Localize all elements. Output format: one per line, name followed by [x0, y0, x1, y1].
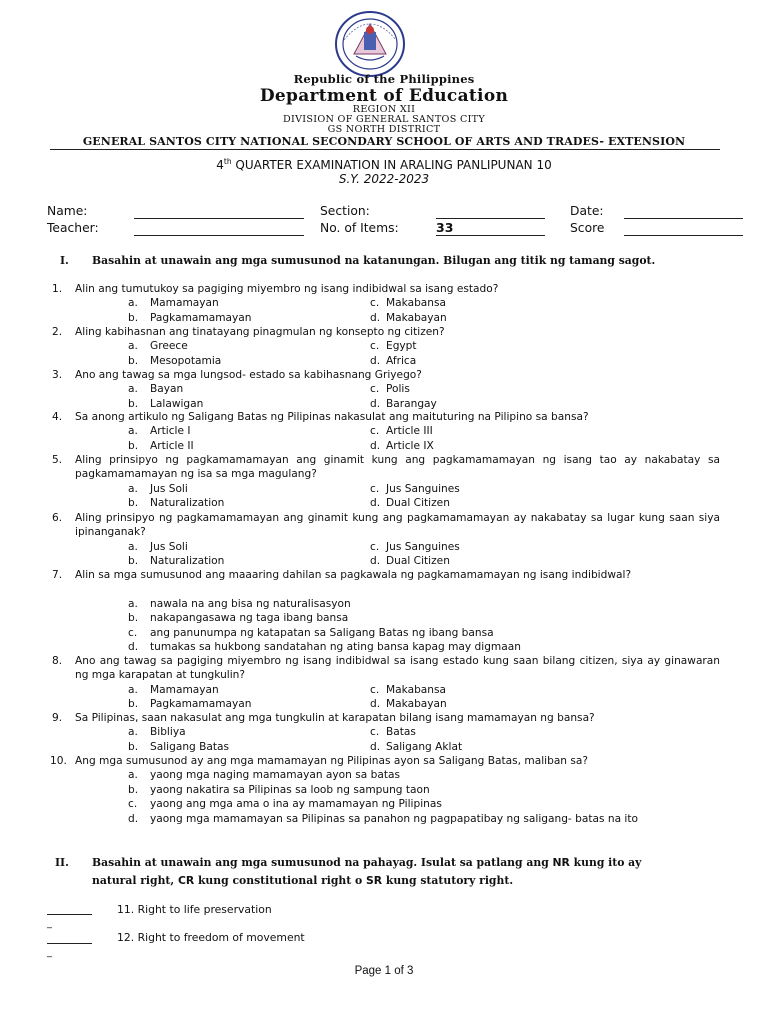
question-number: 2.: [52, 326, 63, 338]
choice-letter-b[interactable]: b.: [128, 783, 139, 796]
section-field[interactable]: [436, 218, 545, 219]
section1-number: I.: [60, 254, 69, 267]
date-field[interactable]: [624, 218, 743, 219]
question-number: 10.: [50, 755, 67, 767]
question-text: Aling prinsipyo ng pagkamamamayan ang ginamit kung ang pagkamamamayan ay nakabatay sa lugar kung saan siya ipinanganak?: [75, 512, 720, 539]
choice-letter-d[interactable]: d.: [370, 354, 381, 367]
choice-a[interactable]: Jus Soli: [150, 540, 188, 553]
item-12: 12. Right to freedom of movement: [117, 931, 305, 944]
republic-line: Republic of the Philippines: [293, 72, 475, 86]
section2-instruction-line1: Basahin at unawain ang mga sumusunod na pahayag. Isulat sa patlang ang NR kung ito ay: [92, 856, 642, 869]
choice-letter-d[interactable]: d.: [370, 698, 381, 711]
section2-instruction-line2: natural right, CR kung constitutional right o SR kung statutory right.: [92, 874, 514, 887]
question-number: 5.: [52, 454, 63, 466]
question-text: Alin sa mga sumusunod ang maaaring dahilan sa pagkawala ng pagkamamamayan ng isang indibidwal?: [75, 569, 632, 581]
choice-d[interactable]: Africa: [386, 354, 417, 367]
choice-letter-b[interactable]: b.: [128, 740, 139, 753]
choice-letter-c[interactable]: c.: [370, 425, 380, 438]
item-11: 11. Right to life preservation: [117, 903, 272, 916]
cr-code: CR: [177, 874, 195, 887]
choice-letter-b[interactable]: b.: [128, 311, 139, 324]
choice-d[interactable]: Article IX: [386, 439, 434, 452]
question-number: 8.: [52, 655, 63, 667]
question-text: Aling prinsipyo ng pagkamamamayan ang ginamit kung ang pagkamamamayan ng isang tao ay nakabatay sa pagkamamamayan ng isa sa mga magulang?: [75, 454, 720, 481]
choice-letter-b[interactable]: b.: [128, 612, 139, 625]
question-text: Alin ang tumutukoy sa pagiging miyembro ng isang indibidwal sa isang estado?: [75, 283, 499, 295]
question-text: Sa anong artikulo ng Saligang Batas ng Pilipinas nakasulat ang maituturing na Pilipino sa bansa?: [75, 411, 589, 423]
choice-a[interactable]: Mamamayan: [150, 683, 219, 696]
choice-d[interactable]: Dual Citizen: [386, 497, 450, 510]
choice-b[interactable]: Pagkamamamayan: [150, 311, 252, 324]
exam-title: 4th QUARTER EXAMINATION IN ARALING PANLIPUNAN 10: [216, 157, 552, 172]
choice-d[interactable]: Saligang Aklat: [386, 740, 463, 753]
department-line: Department of Education: [259, 86, 509, 106]
choice-letter-c[interactable]: c.: [370, 683, 380, 696]
choice-a[interactable]: yaong mga naging mamamayan ayon sa batas: [150, 769, 400, 782]
choice-letter-d[interactable]: d.: [128, 812, 139, 825]
choice-letter-a[interactable]: a.: [128, 769, 138, 782]
choice-d[interactable]: yaong mga mamamayan sa Pilipinas sa panahon ng pagpapatibay ng saligang- batas na ito: [150, 812, 639, 825]
choice-b[interactable]: Saligang Batas: [150, 740, 230, 753]
blank-tail-12: _: [47, 947, 52, 958]
school-name: GENERAL SANTOS CITY NATIONAL SECONDARY SCHOOL OF ARTS AND TRADES- EXTENSION: [82, 135, 686, 148]
choice-letter-b[interactable]: b.: [128, 439, 139, 452]
choice-letter-b[interactable]: b.: [128, 354, 139, 367]
choice-letter-d[interactable]: d.: [128, 641, 139, 653]
choice-a[interactable]: Mamamayan: [150, 297, 219, 310]
question-number: 9.: [52, 712, 63, 724]
choice-letter-d[interactable]: d.: [370, 555, 381, 568]
choice-a[interactable]: Bibliya: [150, 726, 186, 739]
page-number: Page 1 of 3: [354, 965, 414, 977]
question-text: Ano ang tawag sa mga lungsod- estado sa kabihasnang Griyego?: [75, 369, 422, 381]
choice-letter-c[interactable]: c.: [370, 726, 380, 739]
choice-b[interactable]: Article II: [150, 439, 194, 452]
choice-b[interactable]: Mesopotamia: [150, 354, 222, 367]
question-number: 3.: [52, 369, 63, 381]
choice-a[interactable]: Jus Soli: [150, 482, 188, 495]
choice-c[interactable]: Polis: [386, 383, 410, 396]
school-year: S.Y. 2022-2023: [338, 172, 430, 186]
choice-letter-a[interactable]: a.: [128, 540, 138, 553]
choice-d[interactable]: Dual Citizen: [386, 555, 450, 568]
items-value: 33: [436, 220, 454, 235]
name-label: Name:: [47, 204, 88, 218]
choice-letter-c[interactable]: c.: [370, 297, 380, 310]
choice-b[interactable]: nakapangasawa ng taga ibang bansa: [150, 612, 349, 625]
choice-a[interactable]: Bayan: [150, 383, 184, 396]
deped-seal-icon: [334, 10, 406, 78]
choice-letter-b[interactable]: b.: [128, 555, 139, 568]
choice-d[interactable]: Makabayan: [386, 311, 447, 324]
division-line: DIVISION OF GENERAL SANTOS CITY: [282, 114, 486, 125]
choice-b[interactable]: yaong nakatira sa Pilipinas sa loob ng sampung taon: [150, 783, 430, 796]
choice-b[interactable]: Naturalization: [150, 497, 225, 510]
choice-letter-d[interactable]: d.: [370, 439, 381, 452]
question-text: Aling kabihasnan ang tinatayang pinagmulan ng konsepto ng citizen?: [75, 326, 445, 338]
section1-instruction: Basahin at unawain ang mga sumusunod na katanungan. Bilugan ang titik ng tamang sagot.: [92, 254, 656, 267]
choice-d[interactable]: Barangay: [386, 397, 437, 410]
choice-c[interactable]: Jus Sanguines: [386, 482, 460, 495]
choice-letter-a[interactable]: a.: [128, 597, 138, 610]
choice-letter-b[interactable]: b.: [128, 698, 139, 711]
question-number: 4.: [52, 411, 63, 423]
choice-b[interactable]: Pagkamamamayan: [150, 698, 252, 711]
choice-a[interactable]: nawala na ang bisa ng naturalisasyon: [150, 597, 351, 610]
choice-letter-a[interactable]: a.: [128, 340, 138, 353]
choice-c[interactable]: Article III: [386, 425, 433, 438]
region-line: REGION XII: [352, 104, 416, 115]
score-label: Score: [570, 221, 605, 235]
section-label: Section:: [320, 204, 370, 218]
choice-c[interactable]: Batas: [386, 726, 416, 739]
items-label: No. of Items:: [320, 221, 399, 235]
choice-letter-a[interactable]: a.: [128, 726, 138, 739]
choice-letter-c[interactable]: c.: [370, 540, 380, 553]
district-line: GS NORTH DISTRICT: [327, 124, 441, 135]
choice-b[interactable]: Naturalization: [150, 555, 225, 568]
choice-c[interactable]: Jus Sanguines: [386, 540, 460, 553]
question-text: Sa Pilipinas, saan nakasulat ang mga tungkulin at karapatan bilang isang mamamayan ng bansa?: [75, 712, 595, 724]
choice-c[interactable]: Makabansa: [386, 683, 447, 696]
choice-letter-c[interactable]: c.: [128, 798, 138, 811]
choice-b[interactable]: Lalawigan: [150, 397, 204, 410]
answer-blank-12[interactable]: [47, 943, 92, 944]
question-number: 7.: [52, 569, 63, 581]
answer-blank-11[interactable]: [47, 914, 92, 915]
date-label: Date:: [570, 204, 604, 218]
choice-letter-a[interactable]: a.: [128, 297, 138, 310]
teacher-field[interactable]: [134, 235, 304, 236]
blank-tail-11: _: [47, 918, 52, 929]
choice-letter-b[interactable]: b.: [128, 397, 139, 410]
choice-letter-d[interactable]: d.: [370, 397, 381, 410]
choice-letter-a[interactable]: a.: [128, 383, 138, 396]
choice-letter-a[interactable]: a.: [128, 683, 138, 696]
choice-a[interactable]: Greece: [150, 340, 188, 353]
choice-c[interactable]: Egypt: [386, 340, 417, 353]
choice-letter-d[interactable]: d.: [370, 311, 381, 324]
choice-d[interactable]: Makabayan: [386, 698, 447, 711]
score-field[interactable]: [624, 235, 743, 236]
question-text: Ano ang tawag sa pagiging miyembro ng isang indibidwal sa isang estado kung saan bilang citizen, siya ay ginawaran ng mga karapatan at tungkulin?: [75, 655, 720, 682]
section2-number: II.: [55, 856, 69, 869]
choice-letter-c[interactable]: c.: [370, 482, 380, 495]
choice-letter-d[interactable]: d.: [370, 740, 381, 753]
choice-letter-c[interactable]: c.: [370, 340, 380, 353]
choice-letter-c[interactable]: c.: [128, 626, 138, 639]
choice-c[interactable]: yaong ang mga ama o ina ay mamamayan ng Pilipinas: [150, 798, 442, 811]
choice-c[interactable]: Makabansa: [386, 297, 447, 310]
nr-code: NR: [552, 856, 570, 869]
items-field: [436, 235, 545, 236]
name-field[interactable]: [134, 218, 304, 219]
question-text: Ang mga sumusunod ay ang mga mamamayan ng Pilipinas ayon sa Saligang Batas, maliban sa?: [75, 755, 589, 767]
choice-letter-c[interactable]: c.: [370, 383, 380, 396]
choice-a[interactable]: Article I: [150, 425, 191, 438]
header-divider: [50, 149, 720, 150]
choice-letter-d[interactable]: d.: [370, 497, 381, 510]
choice-letter-a[interactable]: a.: [128, 425, 138, 438]
choice-letter-a[interactable]: a.: [128, 482, 138, 495]
question-number: 1.: [52, 283, 63, 295]
teacher-label: Teacher:: [47, 221, 99, 235]
choice-letter-b[interactable]: b.: [128, 497, 139, 510]
question-number: 6.: [52, 512, 63, 524]
choice-d[interactable]: tumakas sa hukbong sandatahan ng ating bansa kapag may digmaan: [150, 641, 521, 653]
sr-code: SR: [365, 874, 383, 887]
choice-c[interactable]: ang panunumpa ng katapatan sa Saligang Batas ng ibang bansa: [150, 626, 494, 639]
